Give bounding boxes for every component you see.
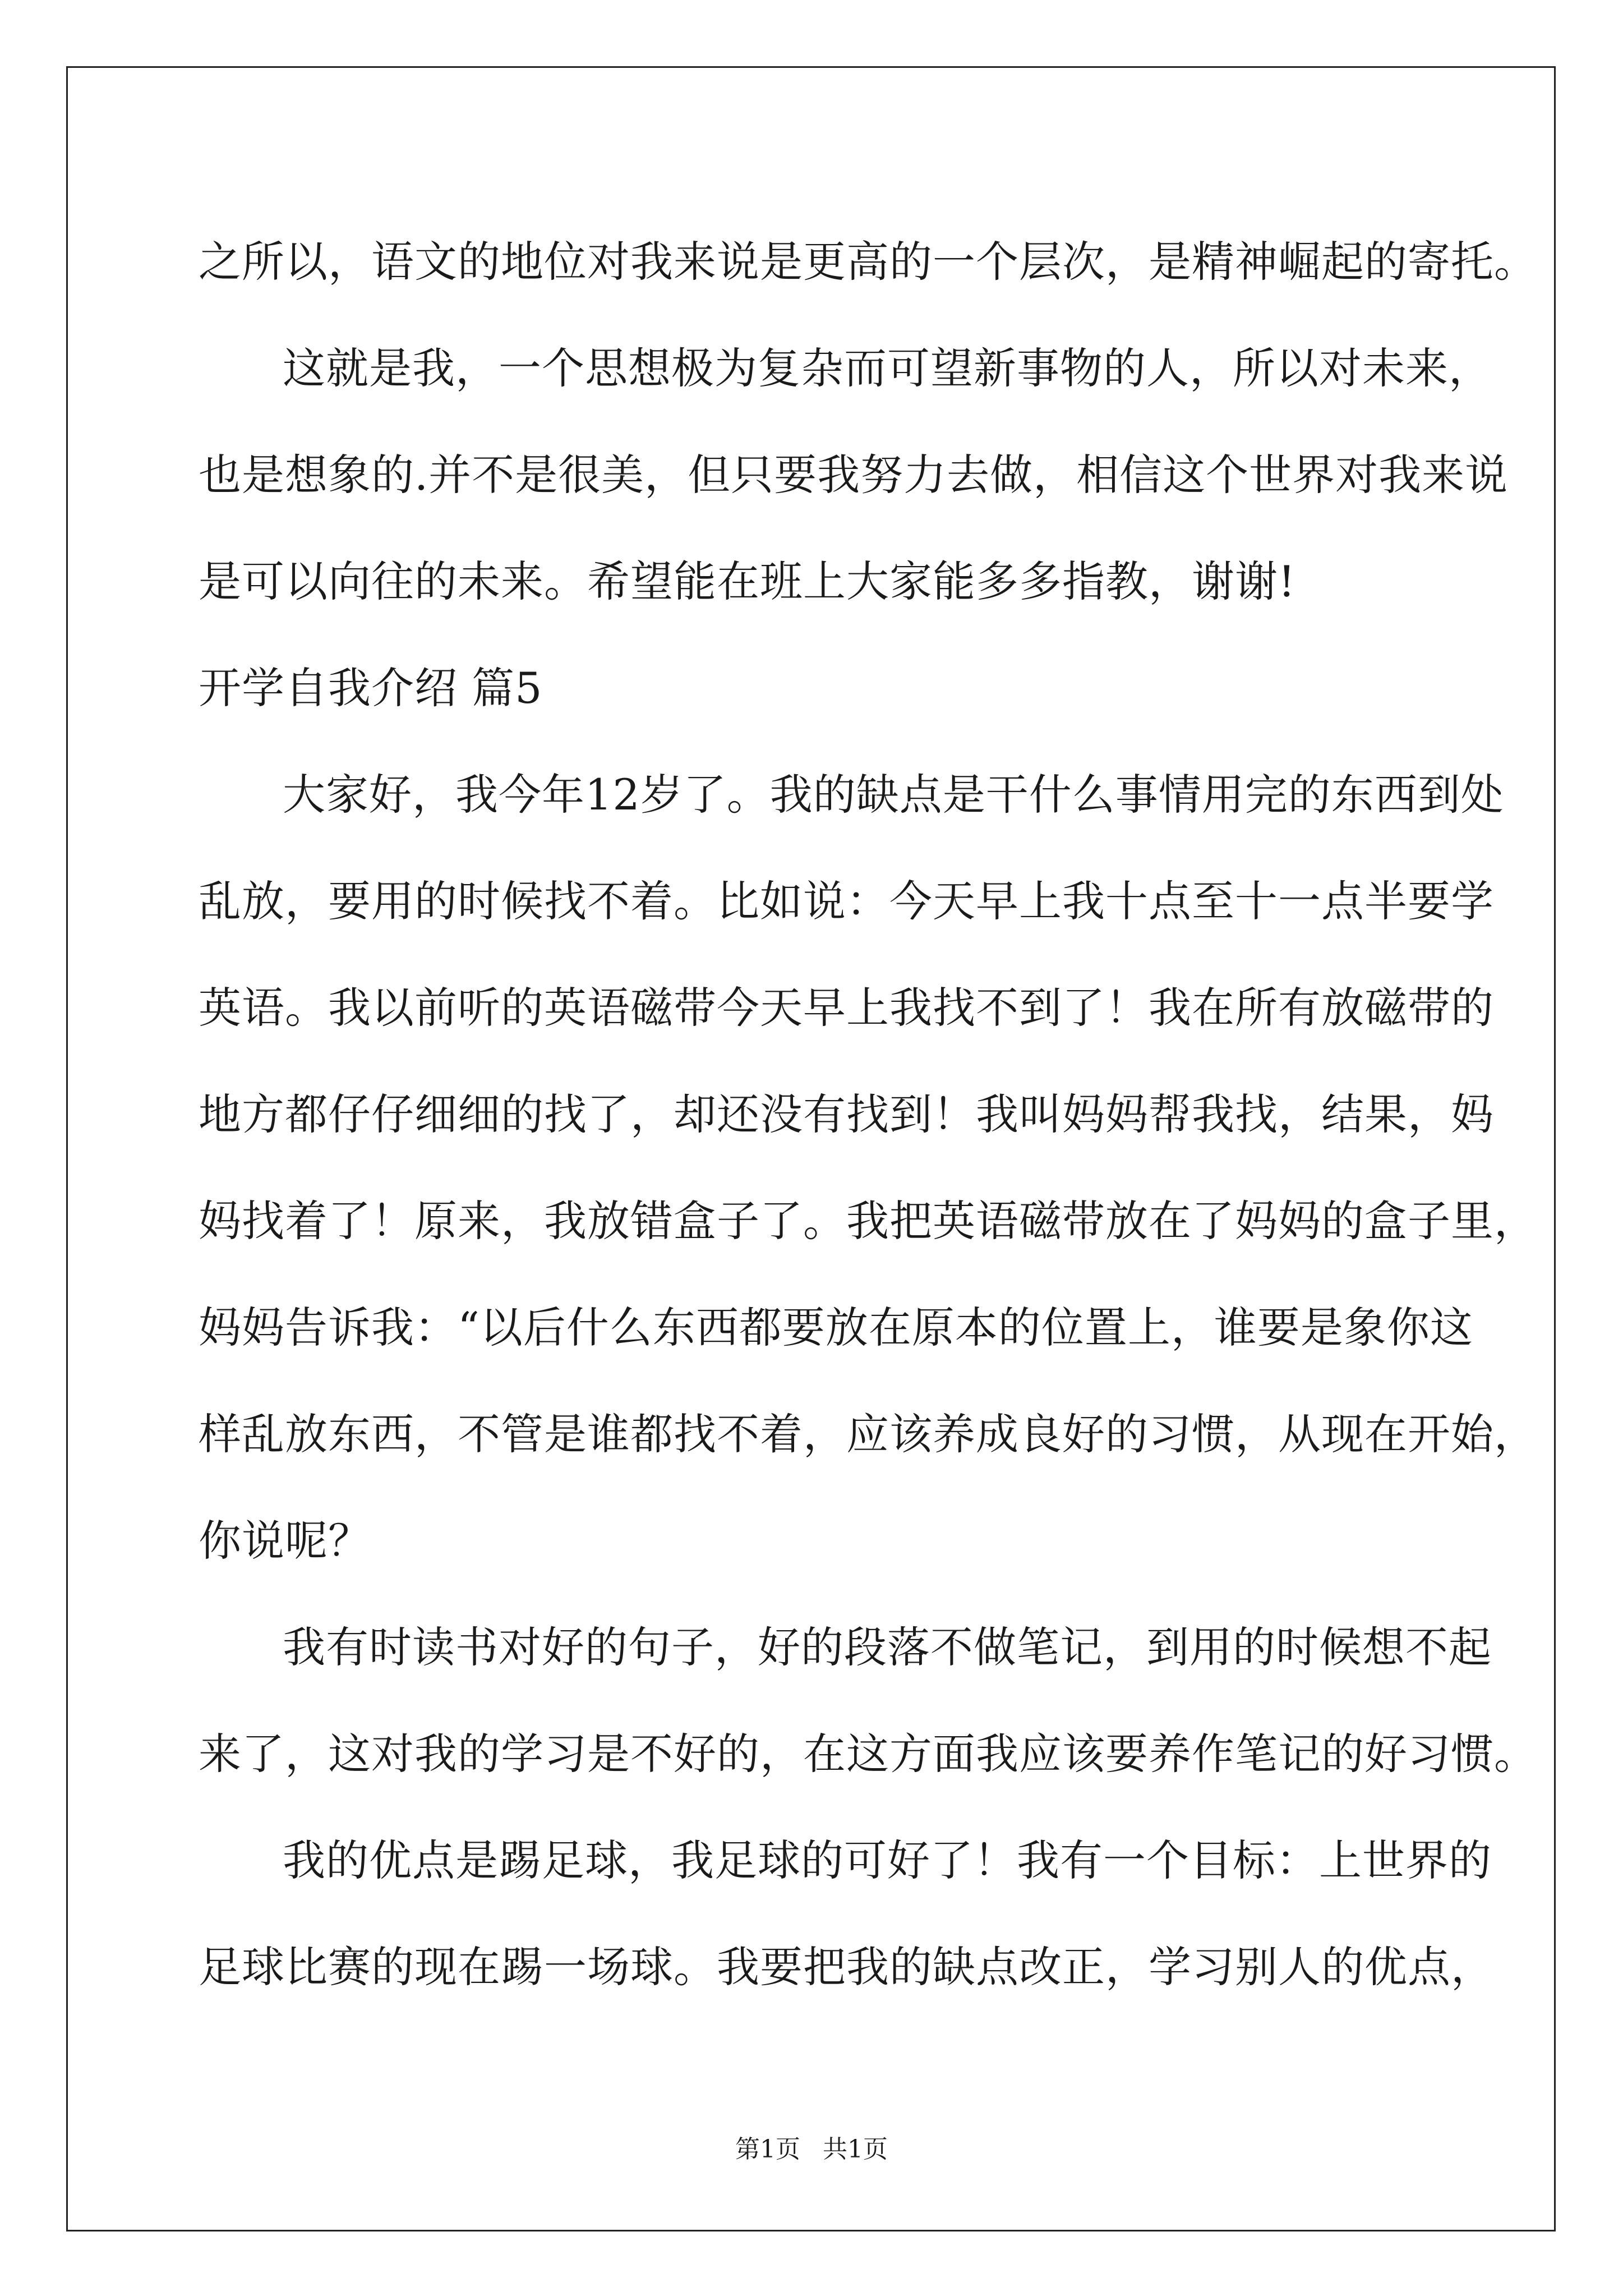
text-line: 之所以，语文的地位对我来说是更高的一个层次，是精神崛起的寄托。 — [199, 237, 1537, 287]
page-number-total: 共1页 — [823, 2135, 888, 2164]
text-line: 样乱放东西，不管是谁都找不着，应该养成良好的习惯，从现在开始， — [199, 1409, 1537, 1459]
text-line: 我有时读书对好的句子，好的段落不做笔记，到用的时候想不起 — [283, 1622, 1492, 1672]
text-line: 妈妈告诉我：“以后什么东西都要放在原本的位置上，谁要是象你这 — [199, 1303, 1473, 1352]
text-line: 这就是我，一个思想极为复杂而可望新事物的人，所以对未来， — [283, 343, 1492, 393]
text-line: 也是想象的.并不是很美，但只要我努力去做，相信这个世界对我来说 — [199, 450, 1509, 500]
document-body — [199, 209, 1537, 2021]
page-number-current: 第1页 — [735, 2135, 800, 2164]
text-line: 大家好，我今年12岁了。我的缺点是干什么事情用完的东西到处 — [283, 770, 1504, 820]
text-line: 妈找着了！原来，我放错盒子了。我把英语磁带放在了妈妈的盒子里， — [199, 1196, 1537, 1246]
text-line: 我的优点是踢足球，我足球的可好了！我有一个目标：上世界的 — [283, 1835, 1492, 1885]
text-line: 是可以向往的未来。希望能在班上大家能多多指教，谢谢! — [199, 556, 1296, 606]
text-line: 英语。我以前听的英语磁带今天早上我找不到了！我在所有放磁带的 — [199, 983, 1494, 1033]
section-heading: 开学自我介绍 篇5 — [199, 663, 543, 713]
text-line: 足球比赛的现在踢一场球。我要把我的缺点改正，学习别人的优点， — [199, 1942, 1494, 1992]
text-line: 你说呢？ — [199, 1516, 371, 1566]
text-line: 地方都仔仔细细的找了，却还没有找到！我叫妈妈帮我找，结果，妈 — [199, 1089, 1494, 1139]
text-line: 乱放，要用的时候找不着。比如说：今天早上我十点至十一点半要学 — [199, 876, 1494, 926]
page-footer — [0, 2133, 1623, 2166]
text-line: 来了，这对我的学习是不好的，在这方面我应该要养作笔记的好习惯。 — [199, 1729, 1537, 1779]
